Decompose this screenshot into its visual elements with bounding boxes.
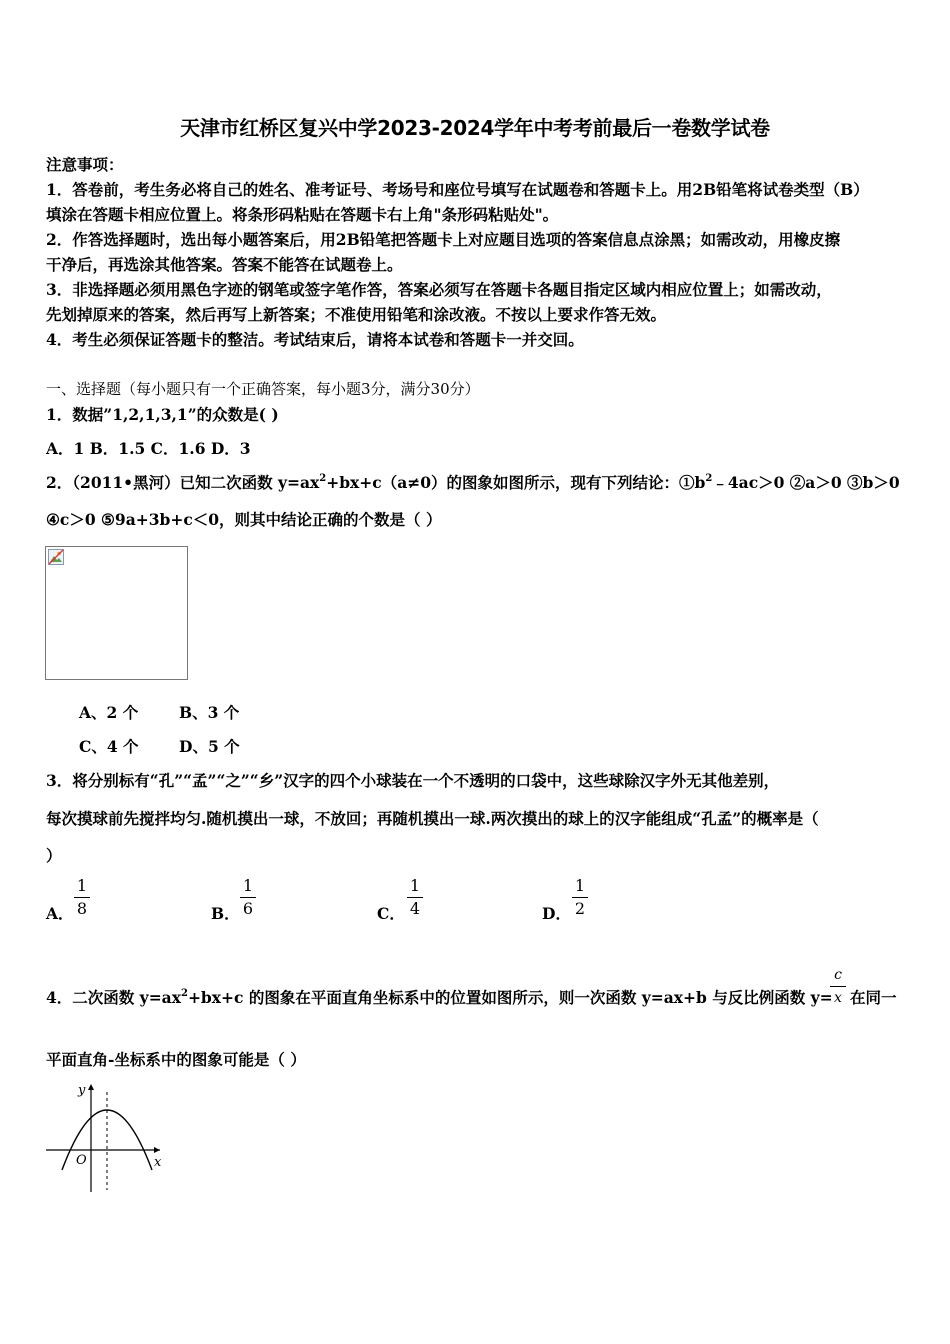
q2-option-b: B、3 个 xyxy=(179,703,240,722)
q3-option-c-label: C． xyxy=(377,904,405,923)
q3-option-b-fraction: 1 6 xyxy=(237,877,259,918)
notice-line-1a: 1．答卷前，考生务必将自己的姓名、准考证号、考场号和座位号填写在试题卷和答题卡上。用2B铅笔将试卷类型（B） xyxy=(46,180,869,199)
notice-line-2a: 2．作答选择题时，选出每小题答案后，用2B铅笔把答题卡上对应题目选项的答案信息点涂黑；如需改动，用橡皮擦 xyxy=(46,230,841,249)
q3-option-a-label: A． xyxy=(46,904,74,923)
q1-options: A．1 B．1.5 C．1.6 D．3 xyxy=(46,439,251,458)
notice-line-1b: 填涂在答题卡相应位置上。将条形码粘贴在答题卡右上角"条形码粘贴处"。 xyxy=(46,205,559,224)
q2-option-c: C、4 个 xyxy=(79,737,139,756)
notice-line-2b: 干净后，再选涂其他答案。答案不能答在试题卷上。 xyxy=(46,255,403,274)
q3-option-d-fraction: 1 2 xyxy=(569,877,591,918)
q2-stem-line2: ④c＞0 ⑤9a+3b+c＜0，则其中结论正确的个数是（ ） xyxy=(46,510,442,529)
q4-fraction-c-over-x: c x xyxy=(827,966,849,1007)
q3-stem-line2: 每次摸球前先搅拌均匀.随机摸出一球，不放回；再随机摸出一球.两次摸出的球上的汉字能组成“孔孟”的概率是（ xyxy=(46,809,819,828)
notice-heading: 注意事项： xyxy=(46,155,124,174)
q2-option-d: D、5 个 xyxy=(179,737,240,756)
q3-stem-line1: 3．将分别标有“孔”“孟”“之”“乡”汉字的四个小球装在一个不透明的口袋中，这些球除汉字外无其他差别， xyxy=(46,771,780,790)
section-heading: 一、选择题（每小题只有一个正确答案，每小题3分，满分30分） xyxy=(46,380,480,398)
q3-stem-line3: ） xyxy=(46,846,62,865)
notice-line-3a: 3．非选择题必须用黑色字迹的钢笔或签字笔作答，答案必须写在答题卡各题目指定区域内相应位置上；如需改动， xyxy=(46,280,832,299)
q4-stem: 4．二次函数 $y=ax^2+bx+c$ 的图象在平面直角坐标系中的位置如图所示，则一次函数 y=ax+b 与反比例函数 y= xyxy=(46,988,833,1007)
q1-stem: 1．数据”1,2,1,3,1”的众数是( ) xyxy=(46,405,279,424)
broken-image-icon xyxy=(48,549,64,565)
notice-line-3b: 先划掉原来的答案，然后再写上新答案；不准使用铅笔和涂改液。不按以上要求作答无效。 xyxy=(46,305,667,324)
y-axis-label: y xyxy=(78,1083,86,1098)
x-axis-label: x xyxy=(154,1155,162,1170)
y-axis-arrow xyxy=(88,1084,94,1090)
q3-option-c-fraction: 1 4 xyxy=(404,877,426,918)
origin-label: O xyxy=(76,1153,87,1168)
q3-option-a-fraction: 1 8 xyxy=(71,877,93,918)
x-axis-arrow xyxy=(154,1147,160,1153)
q3-option-b-label: B． xyxy=(211,904,240,923)
page-title: 天津市红桥区复兴中学2023-2024学年中考考前最后一卷数学试卷 xyxy=(180,116,770,140)
q4-stem-line2: 平面直角-坐标系中的图象可能是（ ） xyxy=(46,1050,306,1069)
q2-option-a: A、2 个 xyxy=(79,703,139,722)
q2-stem: 2．（2011•黑河）已知二次函数 $y=ax^2+bx+c(a\ne 0)$的图象如图所示，现有下列结论：$①b^2﹣4ac>0$ ②a＞0 ③b＞0 xyxy=(46,473,900,492)
q2-broken-image xyxy=(45,546,188,680)
q3-option-d-label: D． xyxy=(542,904,571,923)
q4-stem-tail: 在同一 xyxy=(850,988,897,1007)
q4-parabola-graph xyxy=(44,1080,166,1195)
notice-line-4: 4．考生必须保证答题卡的整洁。考试结束后，请将本试卷和答题卡一并交回。 xyxy=(46,330,584,349)
